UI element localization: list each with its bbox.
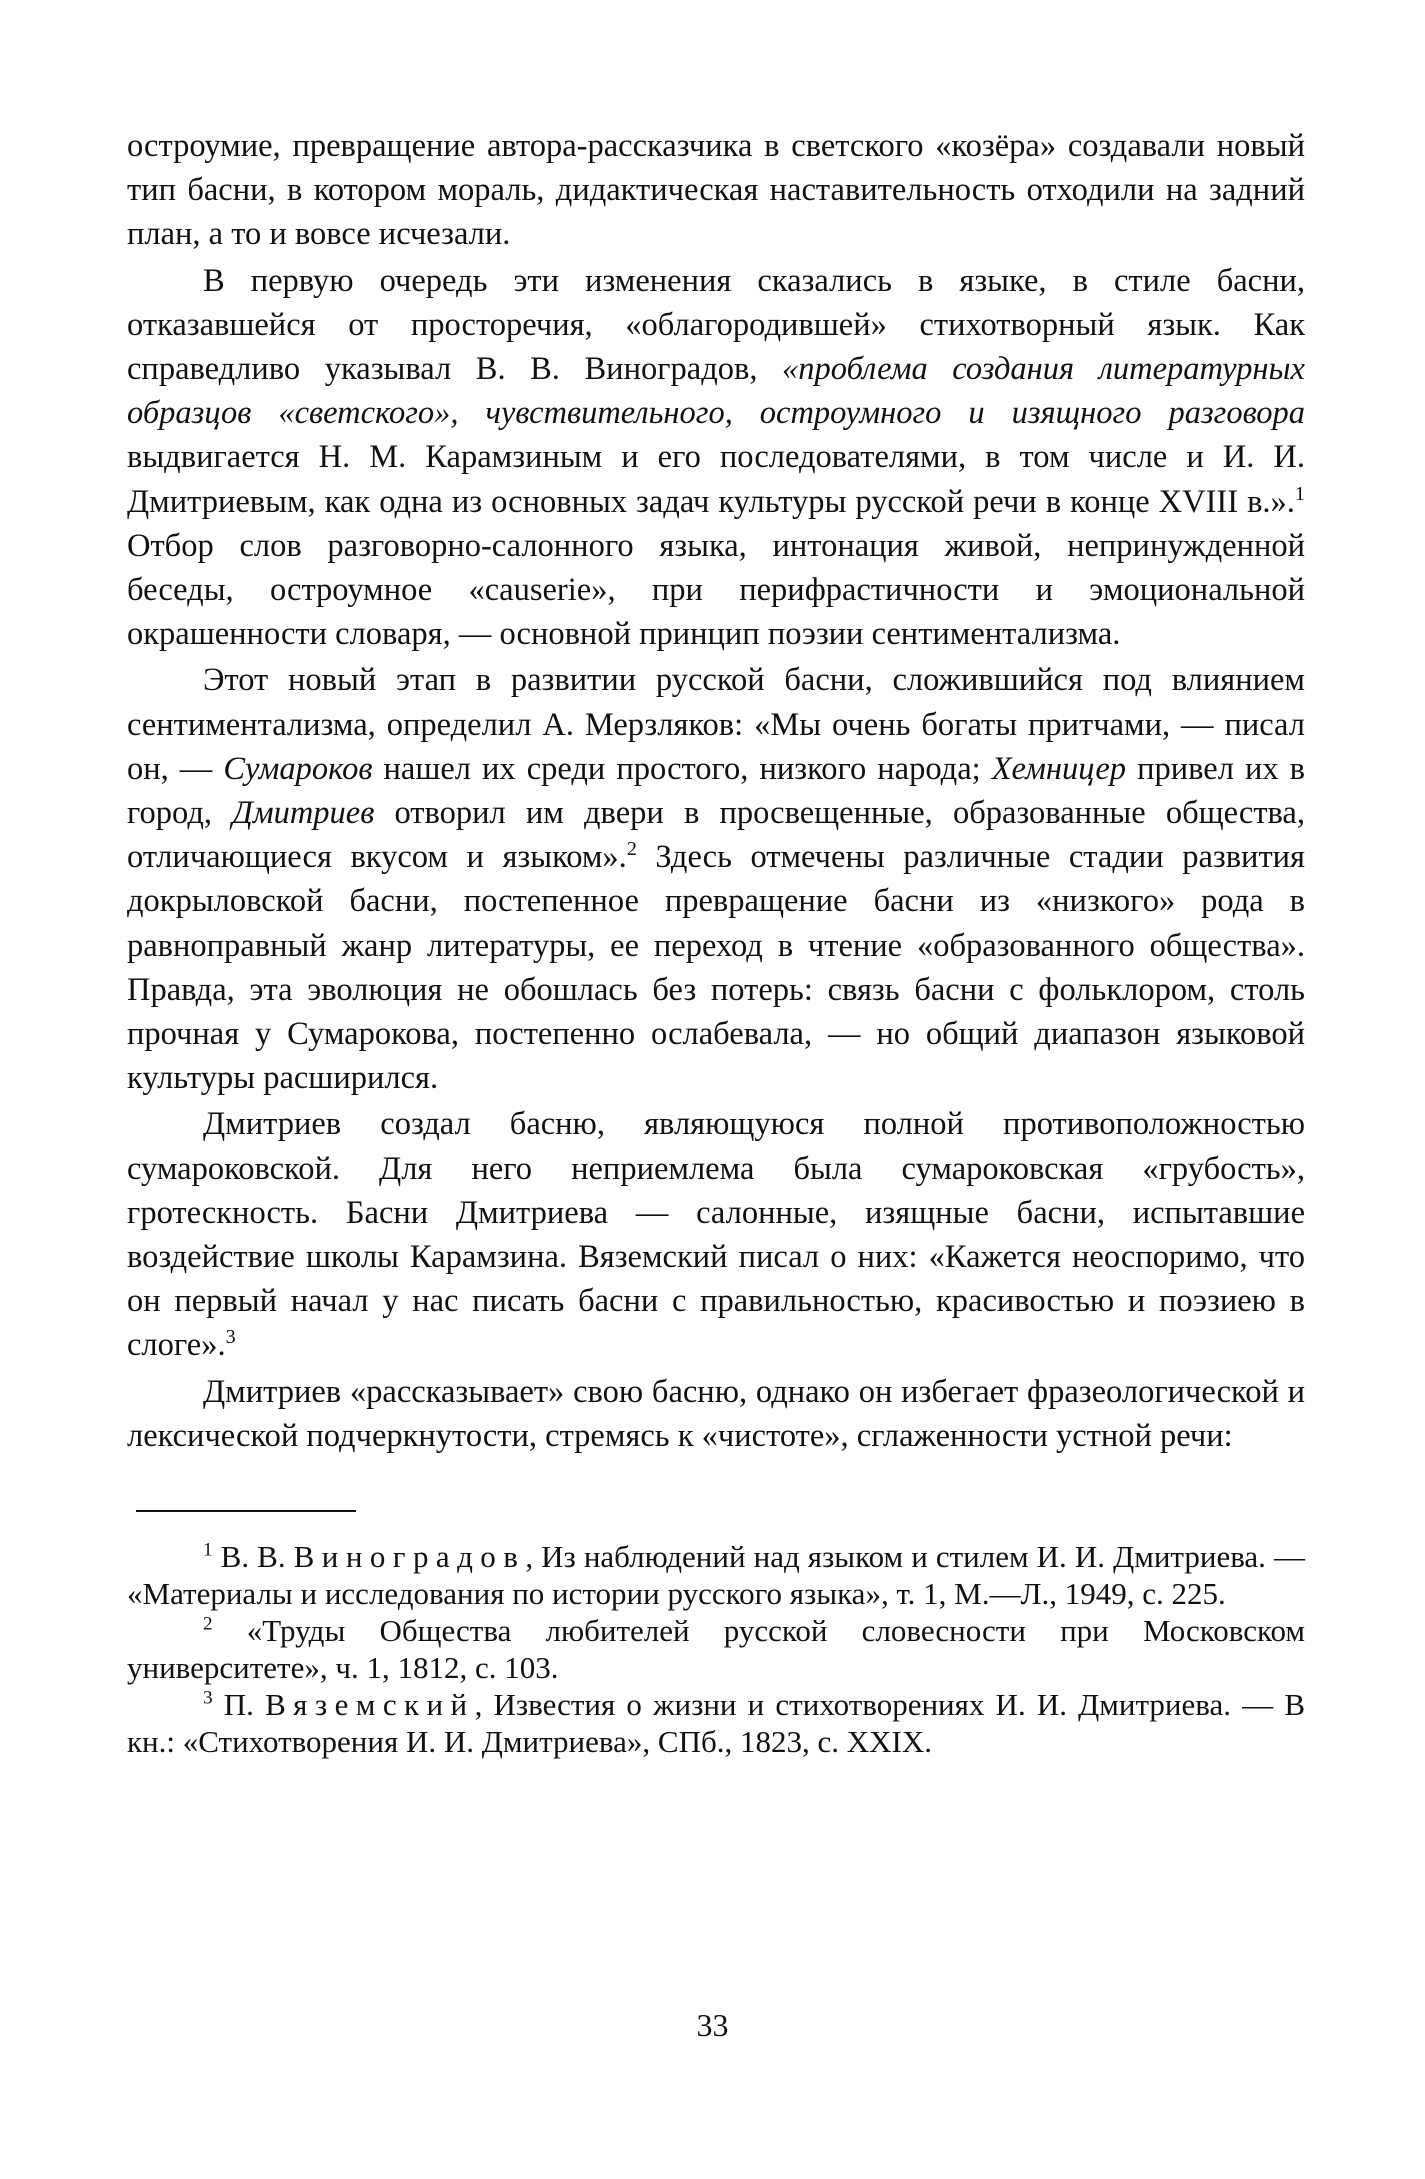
footnote-marker: 2 xyxy=(626,838,637,861)
text-segment: Этот новый этап в развитии русской басни, сложившийся под влиянием сентиментализма, определил А. Мерзляков: «Мы очень богаты притчами, — писал он, — xyxy=(127,662,1305,787)
italic-quote: «проблема создания литературных образцов «светского», чувствительного, остроумного и изящного разговора xyxy=(127,351,1305,432)
text-segment: Здесь отмечены различные стадии развития докрыловской басни, постепенное превращение басни из «низкого» рода в равноправный жанр литературы, ее переход в чтение «образованного общества». Правда, эта эволюция не обошлась без потерь: связь басни с фольклором, столь прочная у Сумарокова, постепенно ослабевала, — но общий диапазон языковой культуры расширился. xyxy=(127,839,1305,1097)
text-segment: Дмитриев создал басню, являющуюся полной противоположностью сумароковской. Для него неприемлема была сумароковская «грубость», гротескность. Басни Дмитриева — салонные, изящные басни, испытавшие воздействие школы Карамзина. Вяземский писал о них: «Кажется неоспоримо, что он первый начал у нас писать басни с правильностью, красивостью и поэзиею в слоге». xyxy=(127,1106,1305,1364)
text-segment: В первую очередь эти изменения сказались в языке, в стиле басни, отказавшейся от просторечия, «облагородившей» стихотворный язык. Как справедливо указывал В. В. Виноградов, xyxy=(127,262,1305,388)
text-segment: «Труды Общества любителей русской словесности при Московском университете», ч. 1, 1812, с. 103. xyxy=(127,1613,1305,1686)
text-segment: нашел их среди простого, низкого народа; xyxy=(372,750,992,787)
italic-name: Дмитриев xyxy=(232,795,375,832)
text-segment: , Из наблюдений над языком и стилем И. И. Дмитриева. — «Материалы и исследования по истории русского языка», т. 1, М.—Л., 1949, с. 225. xyxy=(127,1539,1306,1612)
text-segment: отворил им двери в просвещенные, образованные общества, отличающиеся вкусом и языком». xyxy=(127,795,1305,876)
text-segment: остроумие, превращение автора-рассказчика в светского «козёра» создавали новый тип басни, в котором мораль, дидактическая наставительность отходили на задний план, а то и вовсе исчезали. xyxy=(127,128,1305,253)
footnote-number: 2 xyxy=(203,1613,213,1635)
text-segment: П. xyxy=(212,1687,266,1723)
paragraph xyxy=(127,658,1305,1100)
footnote-number: 1 xyxy=(203,1539,213,1561)
text-segment: Дмитриев «рассказывает» свою басню, однако он избегает фразеологической и лексической подчеркнутости, стремясь к «чистоте», сглаженности устной речи: xyxy=(127,1373,1305,1454)
italic-name: Хемницер xyxy=(991,750,1127,787)
footnote xyxy=(127,1612,1305,1686)
footnotes xyxy=(127,1538,1305,1760)
footnote-marker: 3 xyxy=(225,1326,236,1349)
author-name: Виноградов xyxy=(293,1539,526,1575)
paragraph xyxy=(127,1370,1305,1458)
text-segment: привел их в город, xyxy=(127,750,1305,832)
footnote-number: 3 xyxy=(203,1687,213,1709)
author-name: Вяземский xyxy=(265,1687,475,1723)
text-segment: , Известия о жизни и стихотворениях И. И. Дмитриева. — В кн.: «Стихотворения И. И. Дмитриева», СПб., 1823, с. XXIX. xyxy=(127,1687,1305,1760)
footnote-marker: 1 xyxy=(1294,482,1305,505)
text-segment: Отбор слов разговорно-салонного языка, интонация живой, непринужденной беседы, остроумное «causerie», при перифрастичности и эмоциональной окрашенности словаря, — основной принцип поэзии сентиментализма. xyxy=(127,527,1305,653)
paragraph xyxy=(127,124,1305,257)
footnote-separator xyxy=(136,1510,356,1512)
italic-name: Сумароков xyxy=(223,750,373,787)
text-segment: выдвигается Н. М. Карамзиным и его последователями, в том числе и И. И. Дмитриевым, как одна из основных задач культуры русской речи в конце XVIII в.». xyxy=(127,439,1305,520)
text-segment: В. В. xyxy=(212,1539,294,1575)
paragraph xyxy=(127,1102,1305,1367)
book-page xyxy=(127,124,1305,1760)
body-text xyxy=(127,124,1305,1458)
page-number: 33 xyxy=(696,2007,729,2043)
paragraph xyxy=(127,259,1305,657)
footnote xyxy=(127,1538,1305,1612)
footnote xyxy=(127,1686,1305,1760)
